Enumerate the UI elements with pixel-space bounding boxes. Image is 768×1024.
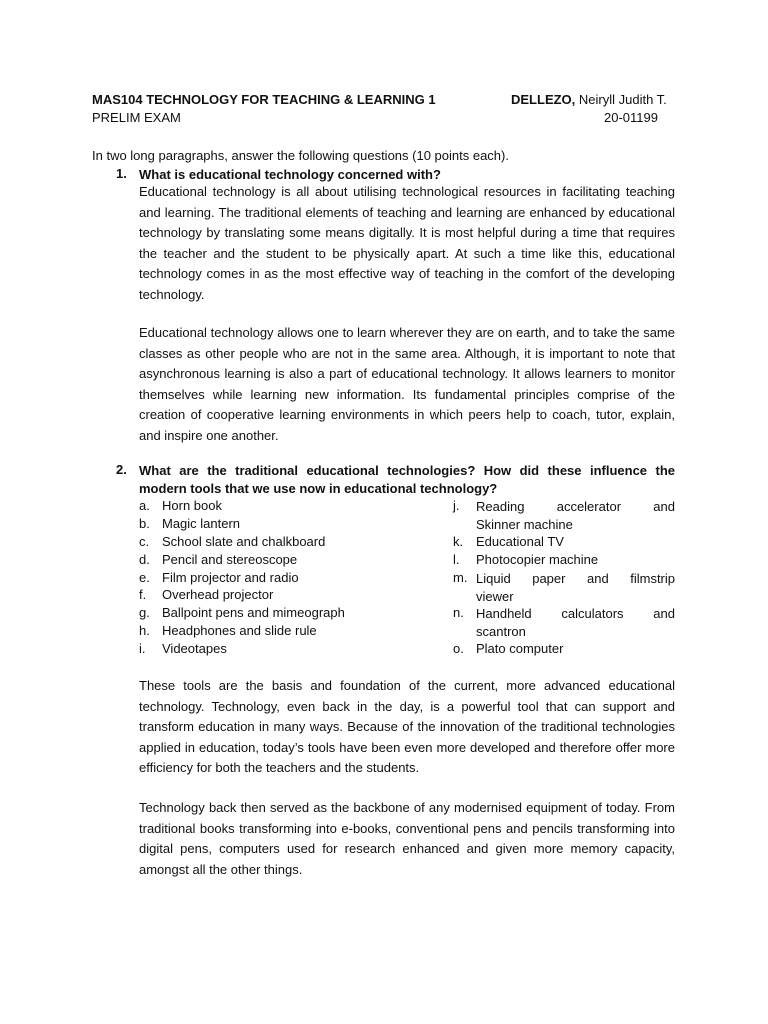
list-item-letter: j. [453,498,460,513]
list-item-text: Educational TV [476,534,564,549]
list-item-text: Headphones and slide rule [162,623,317,638]
list-item-line: Reading accelerator and [476,499,675,514]
student-id: 20-01199 [604,110,658,125]
list-item-text: School slate and chalkboard [162,534,326,549]
list-item-letter: l. [453,552,460,567]
list-item-text: Overhead projector [162,587,274,602]
list-item-letter: o. [453,641,464,656]
list-item-letter: f. [139,587,147,602]
list-item-text [476,498,675,533]
list-item-text [476,605,675,640]
q1-number: 1. [116,166,127,181]
q1-paragraph-1: Educational technology is all about utilising technological resources in facilitating teaching and learning. The traditional elements of teaching and learning are enhanced by educational technology by translating some means digitally. It is most helpful during a time that requires the teacher and the student to be physically apart. At such a time like this, educational technology comes in as the most effective way of teaching in the comfort of the developing technology. [139,184,675,302]
list-item-text: Magic lantern [162,516,241,531]
list-item-letter: e. [139,570,150,585]
q1-paragraph-2: Educational technology allows one to learn wherever they are on earth, and to take the same classes as other people who are not in the same area. Although, it is important to note that asynchronous learning is also a part of educational technology. It allows learners to monitor themselves while learning new information. Its fundamental principles comprise of the creation of cooperative learning environments in which peers help to coach, tutor, explain, and inspire one another. [139,325,675,443]
list-item-text: Pencil and stereoscope [162,552,298,567]
student-name [511,92,667,107]
q2-paragraph-2: Technology back then served as the backbone of any modernised equipment of today. From traditional books transforming into e-books, conventional pens and pencils transforming into digital pens, computers used for research enhanced and given more memory capacity, amongst all the other things. [139,800,675,877]
list-item-letter: b. [139,516,150,531]
list-item-letter: h. [139,623,150,638]
exam-label: PRELIM EXAM [92,110,181,125]
student-surname: DELLEZO, [511,92,576,107]
list-item-letter: i. [139,641,146,656]
list-item-letter: c. [139,534,150,549]
course-title: MAS104 TECHNOLOGY FOR TEACHING & LEARNING 1 [92,92,436,107]
list-item-line: Liquid paper and filmstrip [476,571,675,586]
list-item-line: viewer [476,588,514,604]
list-item-text: Horn book [162,498,222,513]
list-item-text: Videotapes [162,641,227,656]
list-item-text: Film projector and radio [162,570,299,585]
list-item-letter: d. [139,552,150,567]
list-item-text: Plato computer [476,641,564,656]
q1-title: What is educational technology concerned with? [139,167,441,182]
list-item-letter: n. [453,605,464,620]
list-item-text: Photocopier machine [476,552,599,567]
list-item-text: Ballpoint pens and mimeograph [162,605,345,620]
list-item-line: scantron [476,623,526,639]
instructions: In two long paragraphs, answer the following questions (10 points each). [92,148,509,163]
list-item-letter: k. [453,534,464,549]
list-item-line: Skinner machine [476,516,573,532]
list-item-letter: a. [139,498,150,513]
list-item-letter: m. [453,570,468,585]
q2-paragraph-1: These tools are the basis and foundation of the current, more advanced educational technology. Technology, even back in the day, is a powerful tool that can support and transform education in many ways. Because of the innovation of the traditional technologies applied in education, today’s tools have been even more developed and therefore offer more efficiency for both the teachers and the students. [139,678,675,776]
list-item-letter: g. [139,605,150,620]
q2-title: What are the traditional educational technologies? How did these influence the modern tools that we use now in educational technology? [139,463,675,496]
list-item-line: Handheld calculators and [476,606,675,621]
list-item-text [476,570,675,605]
student-given-name: Neiryll Judith T. [575,92,667,107]
q2-number: 2. [116,462,127,477]
